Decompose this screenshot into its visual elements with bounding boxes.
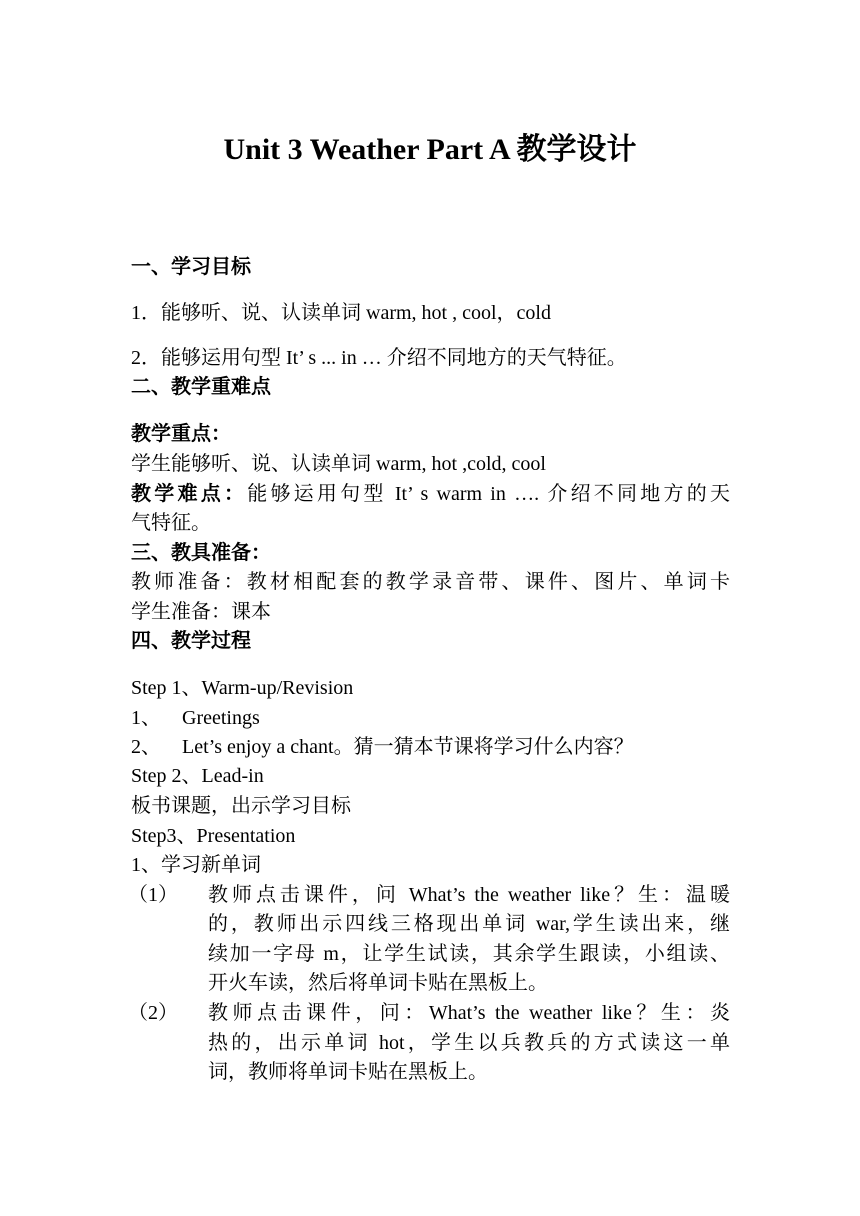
step3-item-2-number: （2） [128, 1002, 178, 1024]
step3-item-1-line: 教师点击课件，问 What’s the weather like？生：温暖 [208, 884, 730, 906]
step1-item-2-text: Let’s enjoy a chant。猜一猜本节课将学习什么内容？ [182, 736, 634, 758]
focus-text: 学生能够听、说、认读单词 warm, hot ,cold, cool [131, 453, 546, 475]
section-heading-materials: 三、教具准备： [131, 542, 271, 564]
step3-item-2-line: 词，教师将单词卡贴在黑板上。 [208, 1061, 488, 1083]
document-title: Unit 3 Weather Part A 教学设计 [223, 133, 637, 166]
step2-heading: Step 2、Lead-in [131, 765, 264, 787]
step3-subheading: 1、学习新单词 [131, 854, 261, 876]
step3-item-2-line: 教师点击课件，问：What’s the weather like？生：炎 [208, 1002, 730, 1024]
teacher-prep: 教师准备：教材相配套的教学录音带、课件、图片、单词卡 [131, 571, 730, 593]
objective-item-1: 1．能够听、说、认读单词 warm, hot , cool，cold [131, 302, 551, 324]
step1-heading: Step 1、Warm-up/Revision [131, 677, 354, 699]
focus-label: 教学重点： [131, 423, 231, 445]
student-prep: 学生准备：课本 [131, 601, 271, 623]
step1-item-2-number: 2、 [131, 736, 161, 758]
difficulty-line [131, 481, 730, 507]
step3-item-1-number: （1） [128, 884, 178, 906]
step2-text: 板书课题，出示学习目标 [131, 795, 351, 817]
step3-item-1-line: 开火车读，然后将单词卡贴在黑板上。 [208, 972, 548, 994]
section-heading-key-points: 二、教学重难点 [131, 376, 271, 398]
objective-item-2: 2．能够运用句型 It’ s ... in … 介绍不同地方的天气特征。 [131, 347, 627, 369]
difficulty-text: 能够运用句型 It’ s warm in …. 介绍不同地方的天 [247, 483, 730, 505]
difficulty-label: 教学难点： [131, 483, 248, 505]
step3-item-2-line: 热的，出示单词 hot，学生以兵教兵的方式读这一单 [208, 1032, 730, 1054]
section-heading-process: 四、教学过程 [131, 630, 251, 652]
step1-item-1-number: 1、 [131, 707, 161, 729]
step1-item-1-text: Greetings [182, 707, 260, 729]
step3-item-1-line: 续加一字母 m，让学生试读，其余学生跟读，小组读、 [208, 943, 730, 965]
section-heading-objectives: 一、学习目标 [131, 256, 251, 278]
step3-item-1-line: 的，教师出示四线三格现出单词 war,学生读出来，继 [208, 913, 730, 935]
difficulty-text-continued: 气特征。 [131, 512, 211, 534]
step3-heading: Step3、Presentation [131, 825, 296, 847]
